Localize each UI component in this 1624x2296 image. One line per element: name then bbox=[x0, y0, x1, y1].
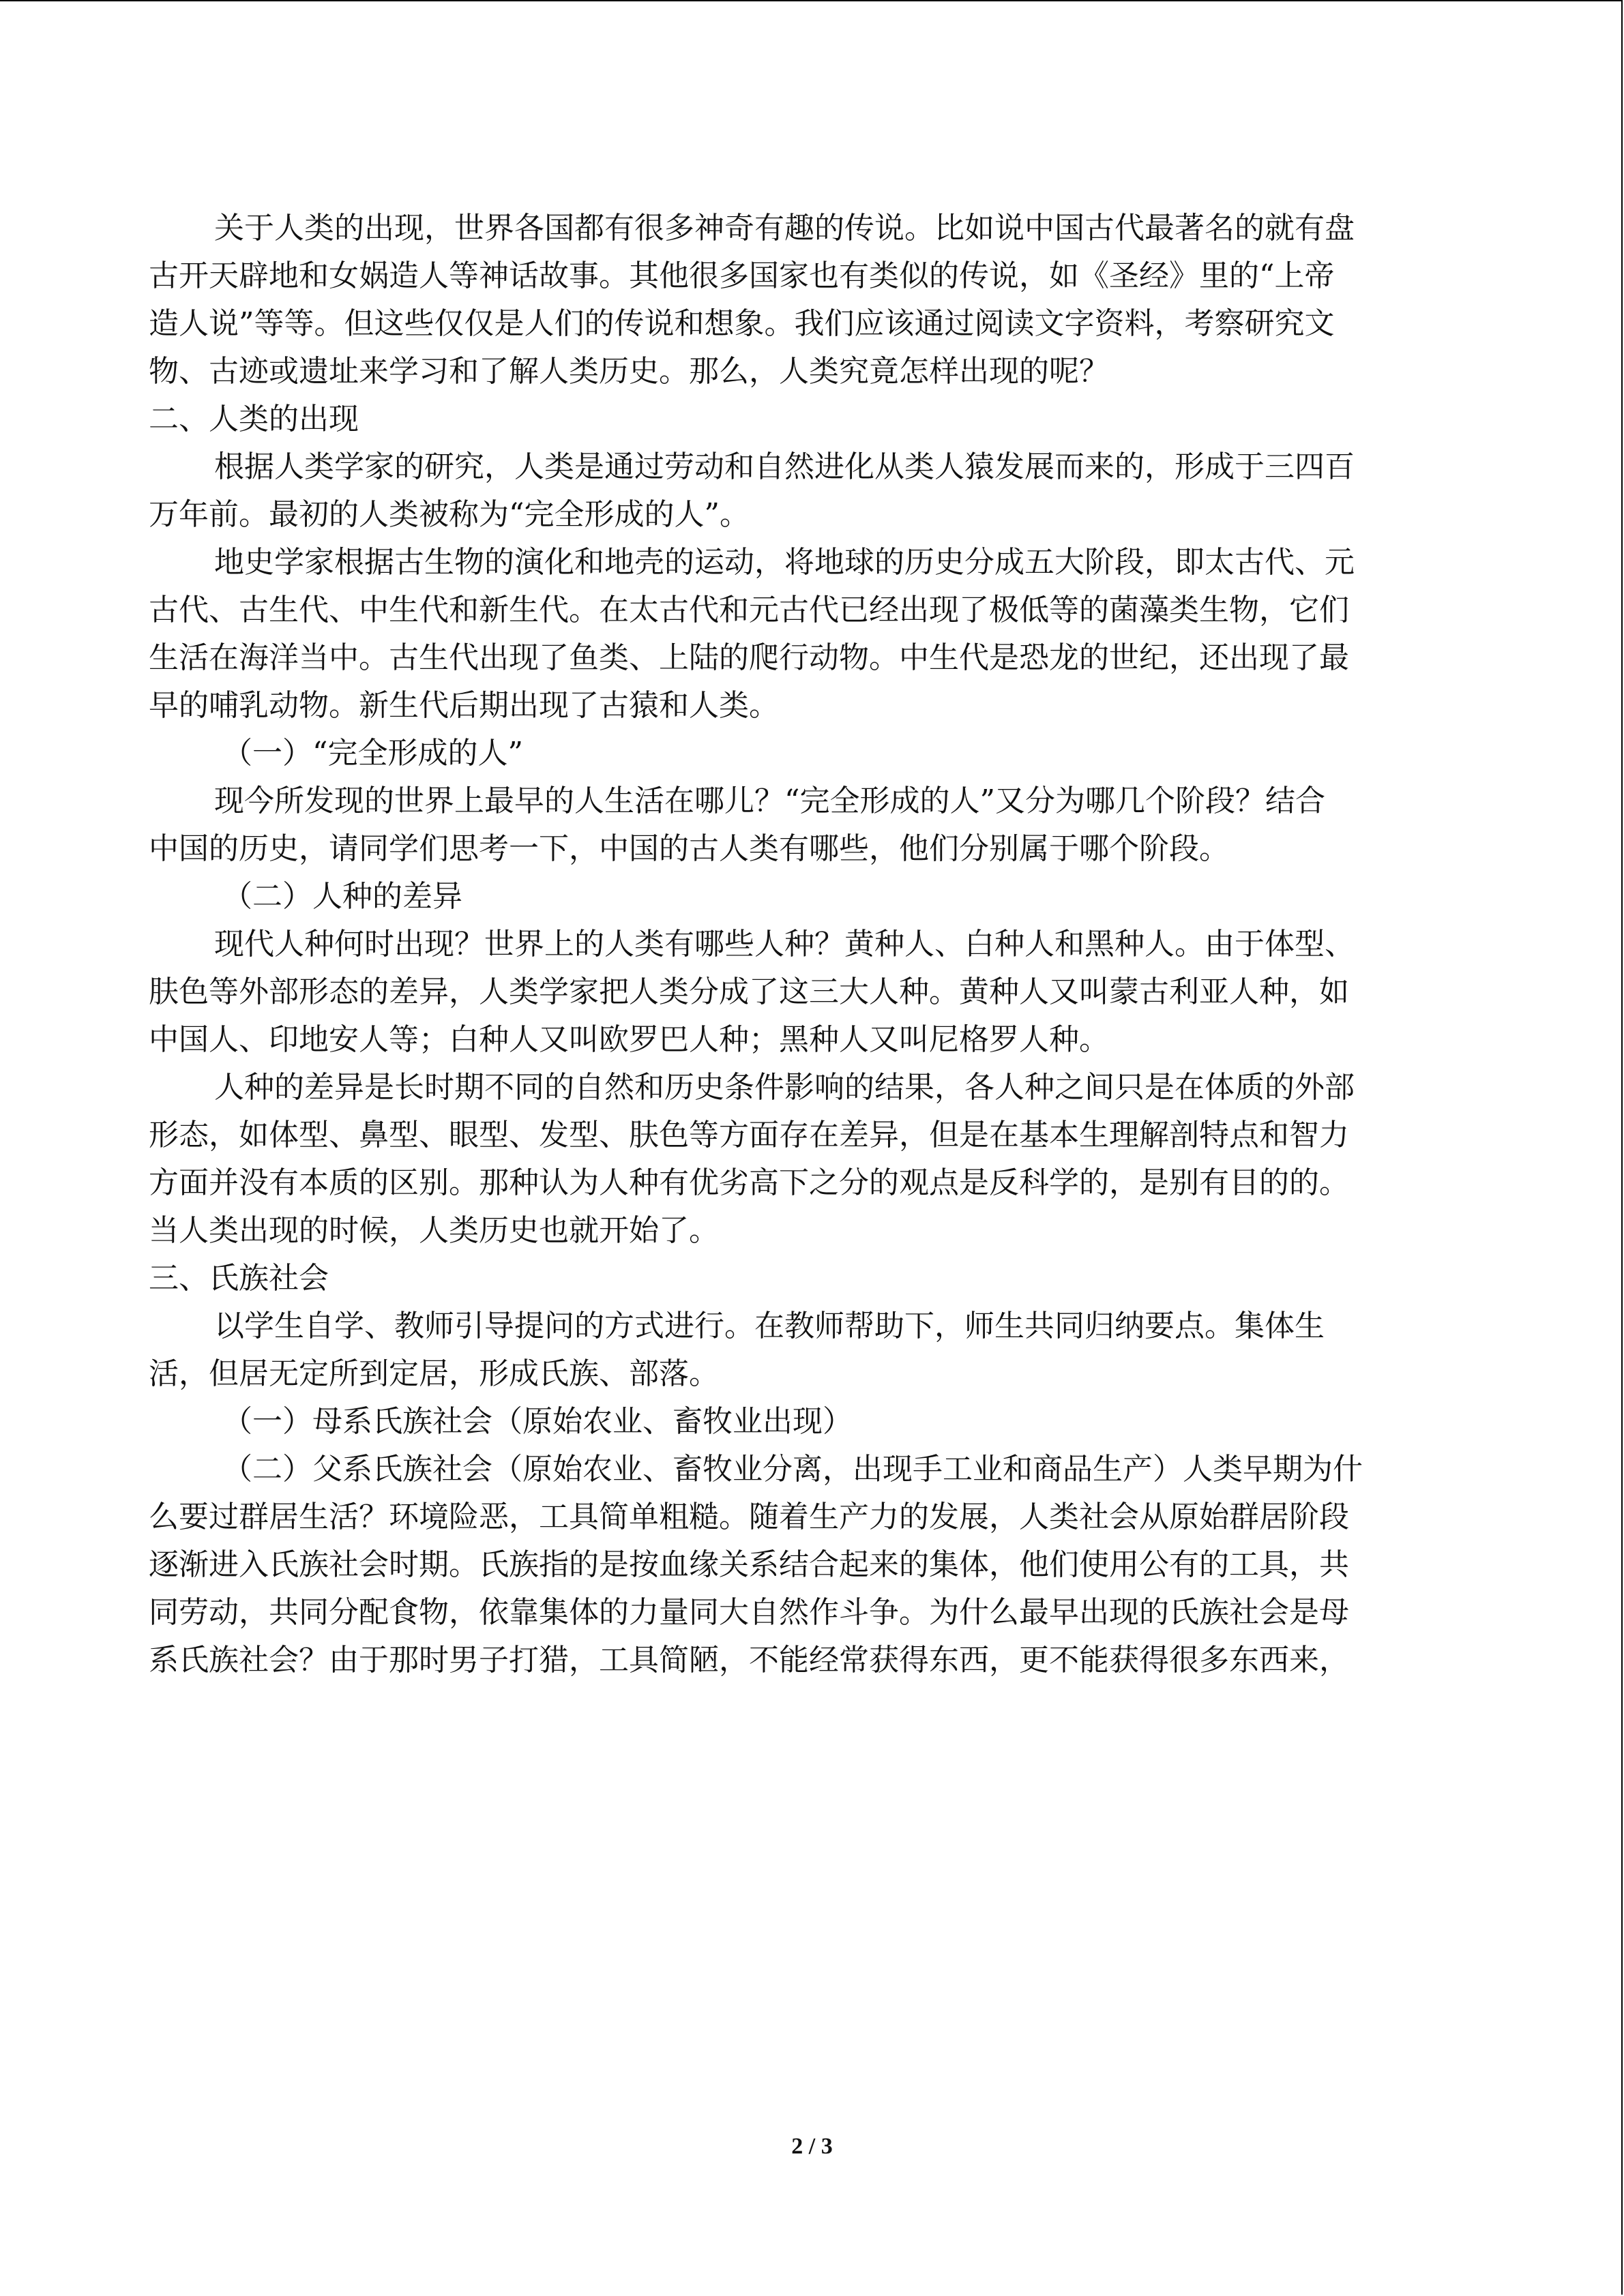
page-number: 2 / 3 bbox=[791, 2134, 833, 2159]
text-line: 物、古迹或遗址来学习和了解人类历史。那么，人类究竟怎样出现的呢？ bbox=[149, 354, 1109, 389]
text-line: 造人说”等等。但这些仅仅是人们的传说和想象。我们应该通过阅读文字资料，考察研究文 bbox=[149, 306, 1335, 341]
text-line: 关于人类的出现，世界各国都有很多神奇有趣的传说。比如说中国古代最著名的就有盘 bbox=[214, 211, 1355, 245]
text-line: 当人类出现的时候，人类历史也就开始了。 bbox=[149, 1213, 719, 1248]
document-body bbox=[149, 205, 1458, 1684]
text-line: 古开天辟地和女娲造人等神话故事。其他很多国家也有类似的传说，如《圣经》里的“上帝 bbox=[149, 258, 1335, 293]
subsection-heading bbox=[149, 1398, 1458, 1446]
text-line: 逐渐进入氏族社会时期。氏族指的是按血缘关系结合起来的集体，他们使用公有的工具，共 bbox=[149, 1547, 1349, 1582]
subsection-heading bbox=[149, 730, 1458, 777]
text-line: 么要过群居生活？环境险恶，工具简单粗糙。随着生产力的发展，人类社会从原始群居阶段 bbox=[149, 1500, 1349, 1534]
text-line: （二）人种的差异 bbox=[222, 879, 462, 914]
paragraph bbox=[149, 921, 1458, 1064]
text-line: 活，但居无定所到定居，形成氏族、部落。 bbox=[149, 1356, 719, 1391]
text-line: 方面并没有本质的区别。那种认为人种有优劣高下之分的观点是反科学的，是别有目的的。 bbox=[149, 1165, 1349, 1200]
paragraph bbox=[149, 777, 1458, 873]
text-line: 肤色等外部形态的差异，人类学家把人类分成了这三大人种。黄种人又叫蒙古利亚人种，如 bbox=[149, 974, 1349, 1009]
text-line: （一）“完全形成的人” bbox=[222, 736, 523, 771]
text-line: 生活在海洋当中。古生代出现了鱼类、上陆的爬行动物。中生代是恐龙的世纪，还出现了最 bbox=[149, 640, 1349, 675]
paragraph bbox=[149, 1302, 1458, 1398]
paragraph bbox=[149, 205, 1458, 396]
text-line: 以学生自学、教师引导提问的方式进行。在教师帮助下，师生共同归纳要点。集体生 bbox=[214, 1309, 1325, 1343]
paragraph bbox=[149, 1064, 1458, 1255]
text-line: （二）父系氏族社会（原始农业、畜牧业分离，出现手工业和商品生产）人类早期为什 bbox=[222, 1452, 1363, 1487]
text-line: 中国人、印地安人等；白种人又叫欧罗巴人种；黑种人又叫尼格罗人种。 bbox=[149, 1022, 1109, 1057]
text-line: 形态，如体型、鼻型、眼型、发型、肤色等方面存在差异，但是在基本生理解剖特点和智力 bbox=[149, 1118, 1349, 1152]
section-heading bbox=[149, 1255, 1458, 1302]
paragraph bbox=[149, 443, 1458, 539]
text-line: 现今所发现的世界上最早的人生活在哪儿？“完全形成的人”又分为哪几个阶段？结合 bbox=[214, 784, 1325, 818]
text-line: 根据人类学家的研究，人类是通过劳动和自然进化从类人猿发展而来的，形成于三四百 bbox=[214, 449, 1355, 484]
text-line: 现代人种何时出现？世界上的人类有哪些人种？黄种人、白种人和黑种人。由于体型、 bbox=[214, 927, 1355, 961]
text-line: 早的哺乳动物。新生代后期出现了古猿和人类。 bbox=[149, 688, 779, 723]
text-line: 地史学家根据古生物的演化和地壳的运动，将地球的历史分成五大阶段，即太古代、元 bbox=[214, 545, 1355, 580]
text-line: 系氏族社会？由于那时男子打猎，工具简陋，不能经常获得东西，更不能获得很多东西来， bbox=[149, 1643, 1349, 1678]
section-heading bbox=[149, 396, 1458, 443]
text-line: 同劳动，共同分配食物，依靠集体的力量同大自然作斗争。为什么最早出现的氏族社会是母 bbox=[149, 1595, 1349, 1630]
paragraph bbox=[149, 1446, 1458, 1684]
subsection-heading bbox=[149, 873, 1458, 921]
paragraph bbox=[149, 539, 1458, 730]
text-line: （一）母系氏族社会（原始农业、畜牧业出现） bbox=[222, 1404, 853, 1439]
text-line: 三、氏族社会 bbox=[149, 1261, 329, 1296]
text-line: 古代、古生代、中生代和新生代。在太古代和元古代已经出现了极低等的菌藻类生物，它们 bbox=[149, 593, 1349, 627]
text-line: 中国的历史，请同学们思考一下，中国的古人类有哪些，他们分别属于哪个阶段。 bbox=[149, 831, 1229, 866]
text-line: 人种的差异是长时期不同的自然和历史条件影响的结果，各人种之间只是在体质的外部 bbox=[214, 1070, 1355, 1105]
text-line: 万年前。最初的人类被称为“完全形成的人”。 bbox=[149, 497, 750, 532]
text-line: 二、人类的出现 bbox=[149, 402, 359, 436]
